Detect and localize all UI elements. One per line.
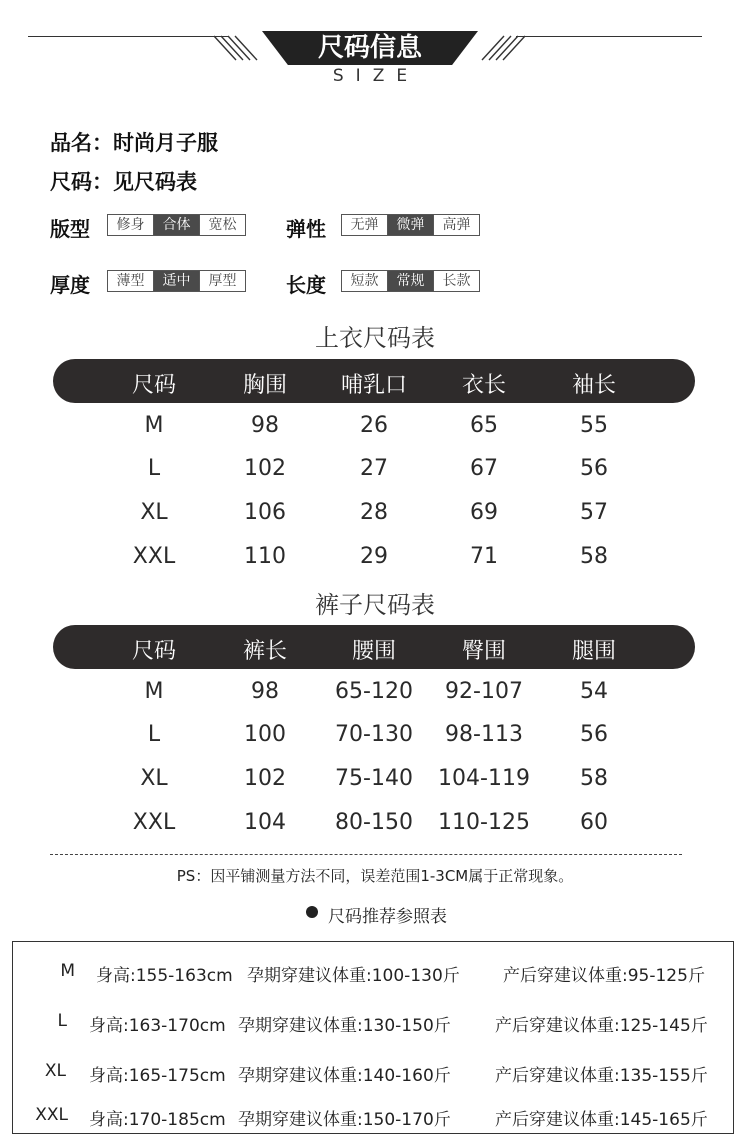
recommend-preg: 孕期穿建议体重:150-170斤 <box>238 1110 451 1130</box>
recommend-size: XL <box>44 1061 66 1081</box>
attr-option: 高弹 <box>433 215 479 235</box>
pants_table-cell: M <box>144 679 164 704</box>
pants_table-header-cell: 裤长 <box>242 639 287 664</box>
pants_table-cell: 92-107 <box>445 679 523 704</box>
top_table-cell: 98 <box>251 413 279 438</box>
attr-option: 短款 <box>350 273 379 289</box>
top_table-cell: 65 <box>470 413 498 438</box>
top_table-cell: XXL <box>132 544 176 569</box>
header-stripes-left <box>212 34 262 62</box>
top_table-cell: 56 <box>580 456 608 481</box>
pants_table-cell: 104 <box>244 810 286 835</box>
top_table-cell: 28 <box>360 500 388 525</box>
attr-options-3 <box>341 270 480 292</box>
pants_table-cell: 70-130 <box>335 722 413 747</box>
attr-options-2 <box>107 270 246 292</box>
header-rule-right <box>516 36 702 37</box>
attr-option: 修身 <box>116 217 145 233</box>
pants_table-cell: 75-140 <box>335 766 413 791</box>
divider-dashed <box>50 854 682 855</box>
attr-option: 厚型 <box>199 271 245 291</box>
pants_table-cell: 98 <box>251 679 279 704</box>
top_table-cell: 55 <box>580 413 608 438</box>
top_table-cell: 26 <box>360 413 388 438</box>
top_table-cell: 102 <box>244 456 286 481</box>
recommend-size: XXL <box>35 1105 68 1125</box>
pants_table-cell: 65-120 <box>335 679 413 704</box>
top_table-header-cell: 袖长 <box>571 373 616 398</box>
pants_table-cell: 110-125 <box>438 810 530 835</box>
pants_table-cell: XL <box>140 766 168 791</box>
recommend-height: 身高:163-170cm <box>89 1016 226 1036</box>
attr-option: 薄型 <box>116 273 145 289</box>
pants_table-cell: 98-113 <box>445 722 523 747</box>
top_table-cell: 69 <box>470 500 498 525</box>
top_table-cell: 27 <box>360 456 388 481</box>
pants_table-cell: 80-150 <box>335 810 413 835</box>
pants_table-cell: 60 <box>580 810 608 835</box>
pants_table-cell: 104-119 <box>438 766 530 791</box>
recommend-preg: 孕期穿建议体重:140-160斤 <box>238 1066 451 1086</box>
measurement-note: PS：因平铺测量方法不同，误差范围1-3CM属于正常现象。 <box>176 867 574 885</box>
pants_table-header-cell: 腰围 <box>351 639 396 664</box>
product-name: 品名：时尚月子服 <box>50 131 218 155</box>
pants-table-title: 裤子尺码表 <box>315 591 435 619</box>
recommend-post: 产后穿建议体重:135-155斤 <box>495 1066 708 1086</box>
attr-option: 适中 <box>153 271 199 291</box>
attr-option: 常规 <box>387 271 433 291</box>
recommend-post: 产后穿建议体重:95-125斤 <box>503 966 705 986</box>
pants_table-header-cell: 腿围 <box>571 639 616 664</box>
top_table-cell: 71 <box>470 544 498 569</box>
top_table-cell: 110 <box>244 544 286 569</box>
attr-option: 长款 <box>433 271 479 291</box>
top_table-cell: XL <box>140 500 168 525</box>
top_table-header-cell: 胸围 <box>242 373 287 398</box>
attr-option: 合体 <box>153 215 199 235</box>
header-rule-left <box>28 36 228 37</box>
product-size: 尺码：见尺码表 <box>50 170 197 194</box>
bullet-dot <box>306 906 318 918</box>
recommend-preg: 孕期穿建议体重:130-150斤 <box>238 1016 451 1036</box>
recommend-title: 尺码推荐参照表 <box>328 907 447 927</box>
attr-options-1 <box>341 214 480 236</box>
top-table-title: 上衣尺码表 <box>315 324 435 352</box>
pants_table-cell: 102 <box>244 766 286 791</box>
page-subtitle: SIZE <box>332 66 420 86</box>
pants_table-cell: 54 <box>580 679 608 704</box>
pants_table-cell: XXL <box>132 810 176 835</box>
top_table-header-cell: 衣长 <box>461 373 506 398</box>
top_table-cell: 106 <box>244 500 286 525</box>
pants_table-cell: L <box>147 722 161 747</box>
top_table-cell: 58 <box>580 544 608 569</box>
pants_table-header-cell: 臀围 <box>461 639 506 664</box>
attr-options-0 <box>107 214 246 236</box>
top_table-cell: 57 <box>580 500 608 525</box>
pants_table-header-cell: 尺码 <box>131 639 176 664</box>
top_table-cell: 67 <box>470 456 498 481</box>
attr-label-2: 厚度 <box>50 273 90 297</box>
top_table-cell: M <box>144 413 164 438</box>
attr-label-1: 弹性 <box>286 217 326 241</box>
recommend-size: M <box>60 961 75 981</box>
attr-option: 宽松 <box>199 215 245 235</box>
pants_table-cell: 100 <box>244 722 286 747</box>
recommend-height: 身高:155-163cm <box>96 966 233 986</box>
attr-label-0: 版型 <box>50 217 90 241</box>
top_table-cell: L <box>147 456 161 481</box>
top_table-header-cell: 哺乳口 <box>340 373 407 398</box>
recommend-post: 产后穿建议体重:145-165斤 <box>495 1110 708 1130</box>
attr-option: 微弹 <box>387 215 433 235</box>
pants_table-cell: 58 <box>580 766 608 791</box>
attr-option: 无弹 <box>350 217 379 233</box>
pants_table-cell: 56 <box>580 722 608 747</box>
top_table-cell: 29 <box>360 544 388 569</box>
recommend-preg: 孕期穿建议体重:100-130斤 <box>247 966 460 986</box>
recommend-post: 产后穿建议体重:125-145斤 <box>495 1016 708 1036</box>
attr-label-3: 长度 <box>286 273 326 297</box>
recommend-height: 身高:165-175cm <box>89 1066 226 1086</box>
top_table-header-cell: 尺码 <box>131 373 176 398</box>
header-stripes-right <box>476 34 526 62</box>
page-title: 尺码信息 <box>317 33 422 63</box>
recommend-size: L <box>57 1011 67 1031</box>
recommend-height: 身高:170-185cm <box>89 1110 226 1130</box>
